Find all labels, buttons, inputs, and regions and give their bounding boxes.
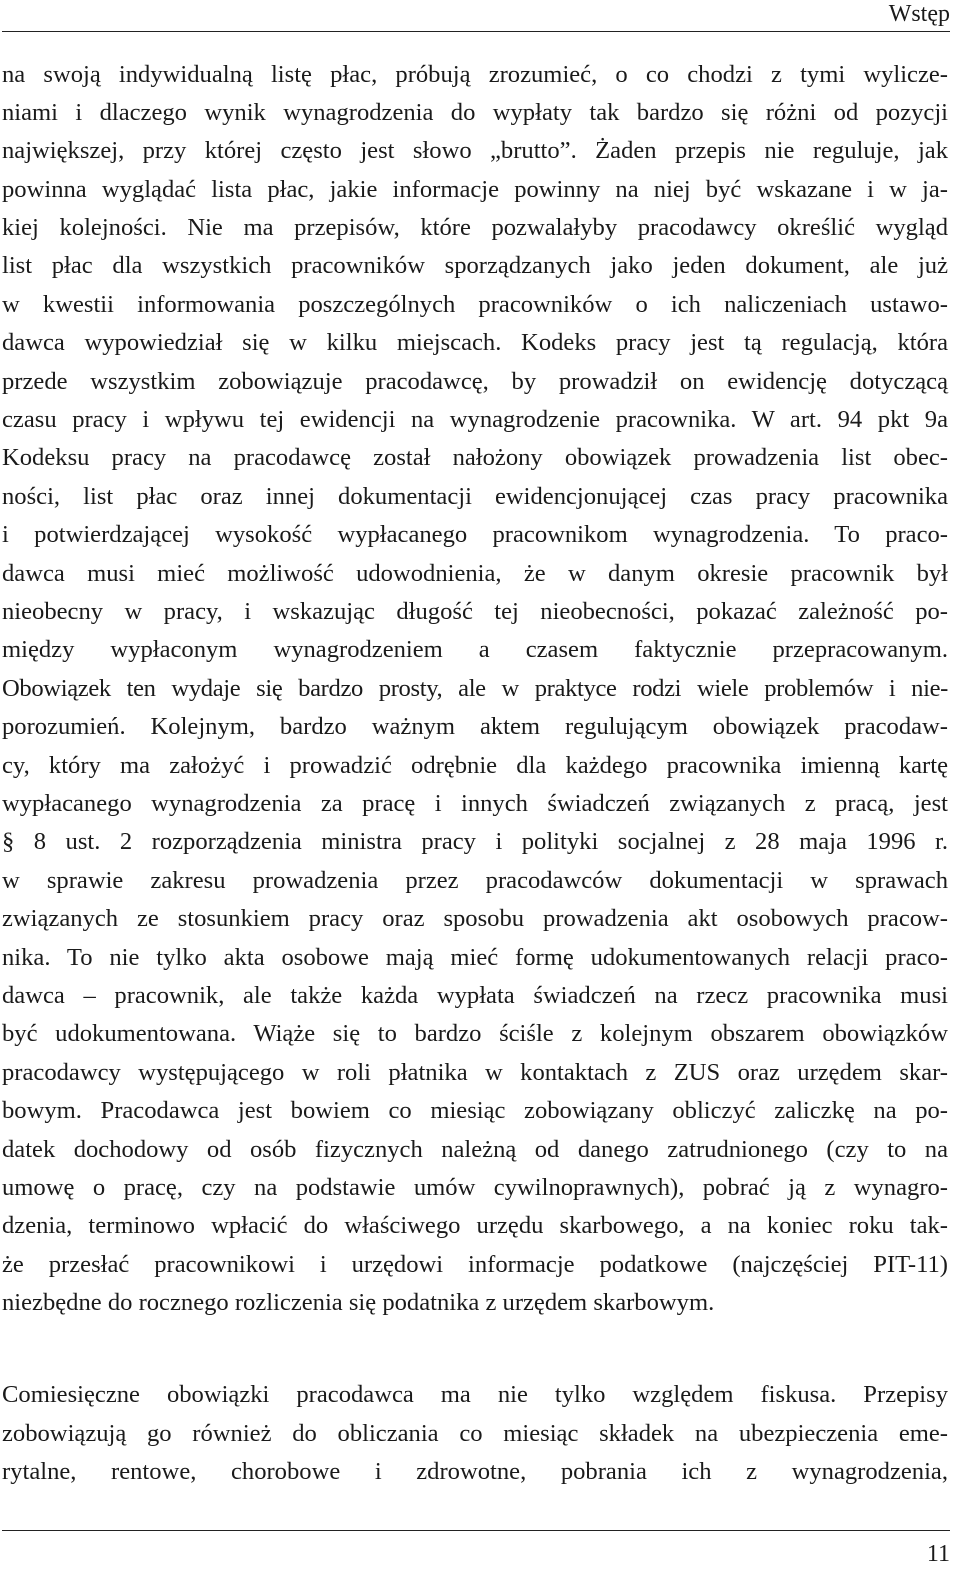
text-line: umowę o pracę, czy na podstawie umów cywilnoprawnych), pobrać ją z wynagro- bbox=[2, 1174, 948, 1201]
text-line: dawca – pracownik, ale także każda wypłata świadczeń na rzecz pracownika musi bbox=[2, 982, 948, 1009]
header-divider bbox=[2, 31, 950, 32]
text-line: czasu pracy i wpływu tej ewidencji na wynagrodzenie pracownika. W art. 94 pkt 9a bbox=[2, 406, 948, 433]
text-line: Comiesięczne obowiązki pracodawca ma nie tylko względem fiskusa. Przepisy bbox=[2, 1381, 948, 1408]
text-line: niezbędne do rocznego rozliczenia się podatnika z urzędem skarbowym. bbox=[2, 1289, 715, 1316]
text-line: ności, list płac oraz innej dokumentacji ewidencjonującej czas pracy pracownika bbox=[2, 483, 948, 510]
text-line: w sprawie zakresu prowadzenia przez pracodawców dokumentacji w sprawach bbox=[2, 867, 948, 894]
text-line: i potwierdzającej wysokość wypłacanego pracownikom wynagrodzenia. To praco- bbox=[2, 521, 948, 548]
text-line: Kodeksu pracy na pracodawcę został nałożony obowiązek prowadzenia list obec- bbox=[2, 444, 948, 471]
footer-divider bbox=[2, 1530, 950, 1531]
text-line: największej, przy której często jest słowo „brutto”. Żaden przepis nie reguluje, jak bbox=[2, 137, 948, 164]
text-line: cy, który ma założyć i prowadzić odrębnie dla każdego pracownika imienną kartę bbox=[2, 752, 948, 779]
text-line: dawca musi mieć możliwość udowodnienia, że w danym okresie pracownik był bbox=[2, 560, 948, 587]
text-line: § 8 ust. 2 rozporządzenia ministra pracy i polityki socjalnej z 28 maja 1996 r. bbox=[2, 828, 948, 855]
text-line: na swoją indywidualną listę płac, próbują zrozumieć, o co chodzi z tymi wylicze- bbox=[2, 61, 948, 88]
text-line: porozumień. Kolejnym, bardzo ważnym aktem regulującym obowiązek pracodaw- bbox=[2, 713, 948, 740]
text-line: między wypłaconym wynagrodzeniem a czasem faktycznie przepracowanym. bbox=[2, 636, 948, 663]
text-line: zobowiązują go również do obliczania co miesiąc składek na ubezpieczenia eme- bbox=[2, 1420, 948, 1447]
text-line: związanych ze stosunkiem pracy oraz sposobu prowadzenia akt osobowych pracow- bbox=[2, 905, 948, 932]
text-line: dawca wypowiedział się w kilku miejscach. Kodeks pracy jest tą regulacją, która bbox=[2, 329, 948, 356]
text-line: nieobecny w pracy, i wskazując długość tej nieobecności, pokazać zależność po- bbox=[2, 598, 948, 625]
text-line: powinna wyglądać lista płac, jakie informacje powinny na niej być wskazane i w ja- bbox=[2, 176, 948, 203]
text-line: niami i dlaczego wynik wynagrodzenia do wypłaty tak bardzo się różni od pozycji bbox=[2, 99, 948, 126]
text-line: bowym. Pracodawca jest bowiem co miesiąc zobowiązany obliczyć zaliczkę na po- bbox=[2, 1097, 948, 1124]
text-line: rytalne, rentowe, chorobowe i zdrowotne, pobrania ich z wynagrodzenia, bbox=[2, 1458, 948, 1485]
text-line: Obowiązek ten wydaje się bardzo prosty, ale w praktyce rodzi wiele problemów i nie- bbox=[2, 675, 948, 702]
text-line: list płac dla wszystkich pracowników sporządzanych jako jeden dokument, ale już bbox=[2, 252, 948, 279]
text-line: w kwestii informowania poszczególnych pracowników o ich naliczeniach ustawo- bbox=[2, 291, 948, 318]
section-title: Wstęp bbox=[888, 1, 950, 27]
text-line: kiej kolejności. Nie ma przepisów, które pozwalałyby pracodawcy określić wygląd bbox=[2, 214, 948, 241]
text-line: że przesłać pracownikowi i urzędowi informacje podatkowe (najczęściej PIT-11) bbox=[2, 1251, 948, 1278]
text-line: przede wszystkim zobowiązuje pracodawcę, by prowadził on ewidencję dotyczącą bbox=[2, 368, 948, 395]
text-line: dzenia, terminowo wpłacić do właściwego urzędu skarbowego, a na koniec roku tak- bbox=[2, 1212, 948, 1239]
text-line: datek dochodowy od osób fizycznych należną od danego zatrudnionego (czy to na bbox=[2, 1136, 948, 1163]
text-line: nika. To nie tylko akta osobowe mają mieć formę udokumentowanych relacji praco- bbox=[2, 944, 948, 971]
text-line: wypłacanego wynagrodzenia za pracę i innych świadczeń związanych z pracą, jest bbox=[2, 790, 948, 817]
page-number: 11 bbox=[926, 1541, 950, 1567]
text-line: pracodawcy występującego w roli płatnika w kontaktach z ZUS oraz urzędem skar- bbox=[2, 1059, 948, 1086]
text-line: być udokumentowana. Wiąże się to bardzo ściśle z kolejnym obszarem obowiązków bbox=[2, 1020, 948, 1047]
